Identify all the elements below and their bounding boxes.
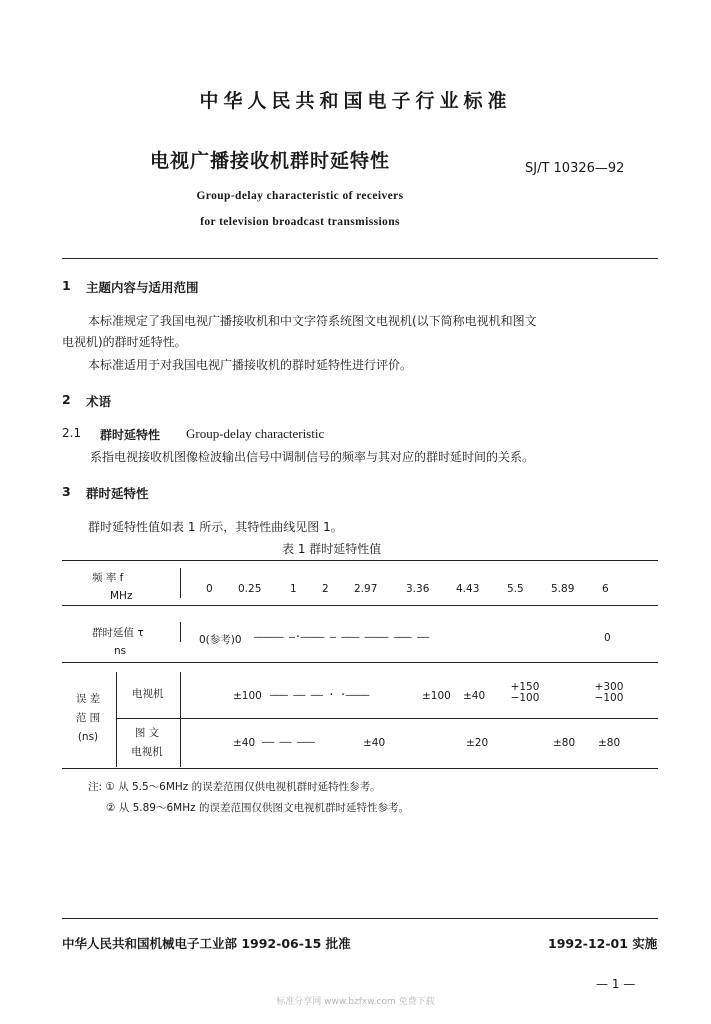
tv-5-5-upper: +150 bbox=[510, 681, 540, 693]
document-title-en-line2: for television broadcast transmissions bbox=[200, 216, 400, 228]
nominal-delay-unit: ns bbox=[114, 645, 127, 657]
tv-6-tolerance bbox=[589, 682, 629, 704]
frequency-unit: MHz bbox=[110, 590, 133, 602]
table-rule-4 bbox=[116, 718, 658, 719]
tv-dash-line: ——— —— —— · ·———— bbox=[270, 689, 369, 701]
section-1-number: 1 bbox=[62, 278, 71, 293]
effective-date: 1992-12-01 实施 bbox=[548, 936, 658, 951]
frequency-value: 0.25 bbox=[238, 583, 262, 595]
header-rule bbox=[62, 258, 658, 259]
table-note-1: 注: ① 从 5.5～6MHz 的误差范围仅供电视机群时延特性参考。 bbox=[88, 781, 381, 793]
frequency-value: 6 bbox=[602, 583, 609, 595]
table-rule-2 bbox=[62, 605, 658, 606]
section-1-paragraph-1-line-2: 电视机)的群时延特性。 bbox=[62, 335, 187, 349]
standard-number: SJ/T 10326—92 bbox=[525, 161, 625, 176]
frequency-value: 5.89 bbox=[551, 583, 575, 595]
section-3-heading: 群时延特性 bbox=[86, 486, 149, 501]
tt-6-tolerance: ±80 bbox=[598, 737, 621, 749]
frequency-value: 2.97 bbox=[354, 583, 378, 595]
section-3-number: 3 bbox=[62, 484, 71, 499]
frequency-label: 频 率 f bbox=[92, 572, 124, 584]
section-2-1-number: 2.1 bbox=[62, 426, 82, 440]
tv-6-upper: +300 bbox=[594, 681, 624, 693]
approval-line: 中华人民共和国机械电子工业部 1992-06-15 批准 bbox=[62, 936, 351, 951]
header-divider bbox=[180, 568, 181, 598]
frequency-value: 0 bbox=[206, 583, 213, 595]
tv-5-5-tolerance bbox=[505, 682, 545, 704]
nominal-end-value: 0 bbox=[604, 632, 611, 644]
frequency-value: 3.36 bbox=[406, 583, 430, 595]
page-number: — 1 — bbox=[596, 977, 636, 991]
table-top-rule bbox=[62, 560, 658, 561]
tv-row-label: 电视机 bbox=[132, 688, 164, 700]
tolerance-label-line-2: 范 围 bbox=[75, 712, 101, 724]
tolerance-label-line-1: 误 差 bbox=[75, 693, 101, 705]
tolerance-divider-left bbox=[116, 672, 117, 767]
tv-mid-tolerance: ±100 bbox=[422, 690, 451, 702]
nominal-dash-line: ————— —·———— — ——— ———— ——— —— bbox=[254, 631, 429, 643]
term-definition: 系指电视接收机图像检波输出信号中调制信号的频率与其对应的群时延时间的关系。 bbox=[90, 450, 535, 464]
watermark: 标准分享网 www.bzfxw.com 免费下载 bbox=[276, 997, 435, 1007]
table-rule-3 bbox=[62, 662, 658, 663]
section-1-paragraph-2: 本标准适用于对我国电视广播接收机的群时延特性进行评价。 bbox=[88, 358, 413, 372]
section-2-heading: 术语 bbox=[86, 394, 112, 409]
teletext-row-label bbox=[120, 724, 174, 762]
tolerance-divider-right bbox=[180, 672, 181, 767]
term-cn: 群时延特性 bbox=[100, 428, 161, 442]
tv-5-5-lower: −100 bbox=[510, 692, 540, 704]
frequency-value: 2 bbox=[322, 583, 329, 595]
nominal-delay-label: 群时延值 τ bbox=[92, 627, 144, 639]
section-1-heading: 主题内容与适用范围 bbox=[86, 280, 199, 295]
tv-4-43-tolerance: ±40 bbox=[463, 690, 486, 702]
tt-4-43-tolerance: ±20 bbox=[466, 737, 489, 749]
document-title-cn: 电视广播接收机群时延特性 bbox=[150, 150, 391, 172]
standard-category-header: 中华人民共和国电子行业标准 bbox=[199, 90, 512, 112]
footer-rule bbox=[62, 918, 658, 919]
nominal-start-value: 0(参考)0 bbox=[199, 634, 242, 646]
tt-5-89-tolerance: ±80 bbox=[553, 737, 576, 749]
document-title-en-line1: Group-delay characteristic of receivers bbox=[196, 190, 404, 202]
teletext-row-label-line-1: 图 文 bbox=[134, 727, 160, 739]
table-caption: 表 1 群时延特性值 bbox=[282, 542, 382, 556]
frequency-value: 4.43 bbox=[456, 583, 480, 595]
tt-start-tolerance: ±40 bbox=[233, 737, 256, 749]
tv-6-lower: −100 bbox=[594, 692, 624, 704]
tt-dash-line: —— —— ——— bbox=[262, 736, 315, 748]
section-1-paragraph-1-line-1: 本标准规定了我国电视广播接收机和中文字符系统图文电视机(以下简称电视机和图文 bbox=[88, 314, 537, 328]
tv-start-tolerance: ±100 bbox=[233, 690, 262, 702]
table-bottom-rule bbox=[62, 768, 658, 769]
tolerance-label bbox=[62, 690, 114, 747]
nominal-divider bbox=[180, 622, 181, 642]
section-2-number: 2 bbox=[62, 392, 71, 407]
tolerance-label-line-3: (ns) bbox=[77, 731, 99, 743]
teletext-row-label-line-2: 电视机 bbox=[131, 746, 163, 758]
table-note-2: ② 从 5.89～6MHz 的误差范围仅供图文电视机群时延特性参考。 bbox=[106, 802, 409, 814]
frequency-value: 1 bbox=[290, 583, 297, 595]
tt-mid-tolerance: ±40 bbox=[363, 737, 386, 749]
term-en: Group-delay characteristic bbox=[186, 426, 325, 441]
section-3-text: 群时延特性值如表 1 所示，其特性曲线见图 1。 bbox=[88, 520, 343, 534]
frequency-value: 5.5 bbox=[507, 583, 524, 595]
